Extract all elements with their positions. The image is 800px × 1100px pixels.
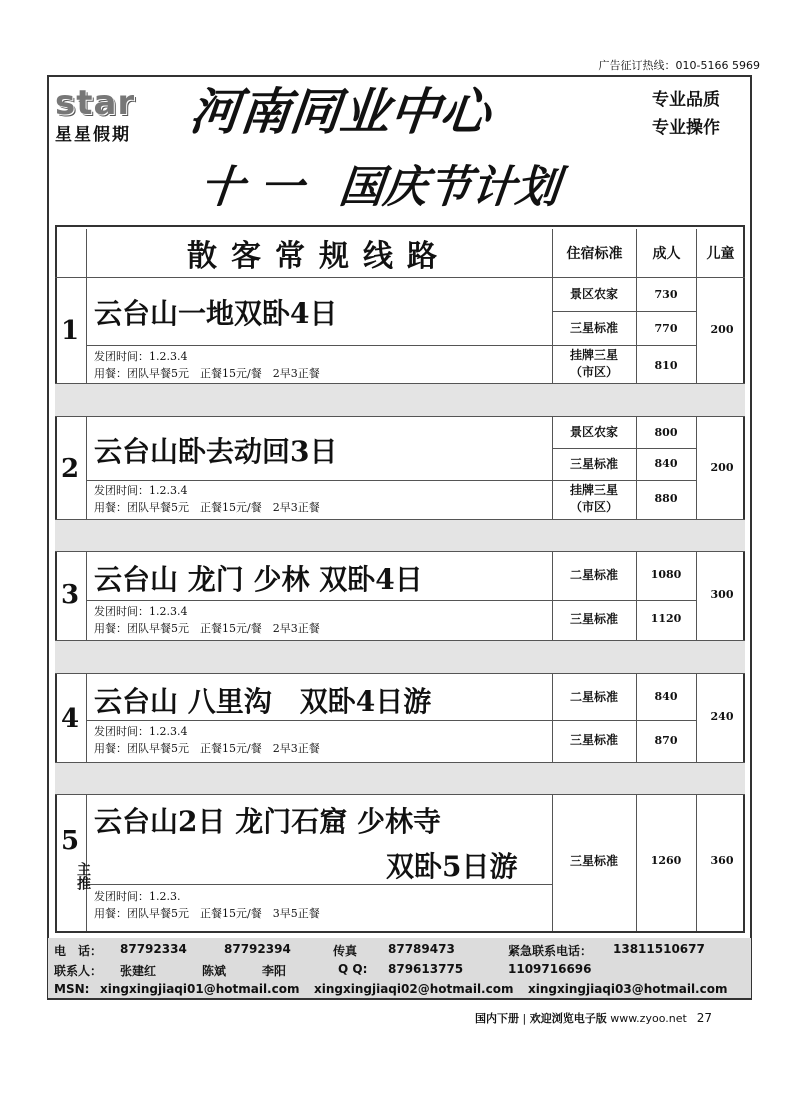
msn-2[interactable]: xingxingjiaqi02@hotmail.com	[314, 982, 514, 996]
adult-price: 1120	[650, 612, 682, 625]
adult-price: 840	[654, 690, 678, 703]
route-name: 云台山卧去动回3日	[94, 435, 338, 468]
footer-site[interactable]: www.zyoo.net	[610, 1012, 687, 1025]
plan-title-b: 国庆节计划	[336, 162, 563, 213]
stay-standard: 挂牌三星	[569, 483, 618, 497]
route-number: 2	[60, 454, 80, 484]
stay-standard: 三星标准	[569, 612, 618, 626]
route-number: 4	[60, 704, 80, 734]
plan-title	[197, 158, 563, 218]
child-price: 200	[710, 323, 734, 336]
separator	[55, 640, 745, 673]
child-price: 200	[710, 461, 734, 474]
route-info	[94, 888, 320, 922]
adult-price: 840	[654, 457, 678, 470]
adult-price: 810	[654, 359, 678, 372]
child-price: 300	[710, 588, 734, 601]
contact-person: 张建红	[120, 964, 157, 978]
child-price: 360	[710, 854, 734, 867]
depart-time: 发团时间：1.2.3.4	[94, 725, 188, 738]
route-name: 云台山 八里沟 双卧4日游	[94, 685, 432, 718]
page-number: 27	[696, 1011, 713, 1025]
meal-info: 用餐：团队早餐5元 正餐15元/餐 2早3正餐	[94, 622, 320, 635]
depart-time: 发团时间：1.2.3.4	[94, 605, 188, 618]
brand-logo	[55, 83, 173, 145]
emergency-number: 13811510677	[613, 942, 705, 956]
footer-invite: 欢迎浏览电子版	[529, 1012, 607, 1025]
logo-wordmark: star	[55, 83, 136, 123]
phone-label: 电 话：	[54, 944, 103, 958]
featured-tag: 主推	[75, 862, 91, 890]
footer-section: 国内下册	[475, 1012, 519, 1025]
stay-standard: 三星标准	[569, 733, 618, 747]
adult-price: 800	[654, 426, 678, 439]
adult-price: 770	[654, 322, 678, 335]
route-info	[94, 723, 320, 757]
phone-1: 87792334	[120, 942, 187, 956]
route-name: 云台山2日 龙门石窟 少林寺	[94, 805, 441, 838]
child-price: 240	[710, 710, 734, 723]
slogan	[652, 86, 720, 142]
contact-person: 陈斌	[202, 964, 227, 978]
stay-standard: 挂牌三星	[569, 348, 618, 362]
phone-2: 87792394	[224, 942, 291, 956]
header-route: 散客常规线路	[187, 239, 451, 274]
stay-standard: 景区农家	[569, 425, 618, 439]
stay-standard: 二星标准	[569, 690, 618, 704]
route-name-line-2: 双卧5日游	[386, 850, 518, 883]
qq-1: 879613775	[388, 962, 464, 976]
depart-time: 发团时间：1.2.3.4	[94, 350, 188, 363]
route-name: 云台山一地双卧4日	[94, 297, 338, 330]
slogan-line-2: 专业操作	[652, 118, 720, 138]
meal-info: 用餐：团队早餐5元 正餐15元/餐 2早3正餐	[94, 742, 320, 755]
page-title: 河南同业中心	[186, 82, 494, 141]
adult-price: 730	[654, 288, 678, 301]
route-number: 3	[60, 580, 80, 610]
contact-panel	[48, 938, 751, 998]
ad-hotline: 广告征订热线：010-5166 5969	[598, 59, 760, 72]
meal-info: 用餐：团队早餐5元 正餐15元/餐 2早3正餐	[94, 501, 320, 514]
fax-number: 87789473	[388, 942, 455, 956]
route-number: 5	[60, 826, 80, 856]
stay-standard-note: （市区）	[569, 365, 618, 379]
adult-price: 1260	[650, 854, 682, 867]
meal-info: 用餐：团队早餐5元 正餐15元/餐 2早3正餐	[94, 367, 320, 380]
logo-subtitle: 星星假期	[55, 125, 131, 145]
separator	[55, 383, 745, 416]
meal-info: 用餐：团队早餐5元 正餐15元/餐 3早5正餐	[94, 907, 320, 920]
stay-standard-note: （市区）	[569, 500, 618, 514]
adult-price: 870	[654, 734, 678, 747]
route-info	[94, 348, 320, 382]
header-adult: 成人	[636, 229, 696, 277]
route-name: 云台山 龙门 少林 双卧4日	[94, 563, 423, 596]
stay-standard: 三星标准	[569, 457, 618, 471]
route-info	[94, 603, 320, 637]
qq-2: 1109716696	[508, 962, 592, 976]
stay-standard: 三星标准	[569, 854, 618, 868]
depart-time: 发团时间：1.2.3.	[94, 890, 181, 903]
header-child: 儿童	[696, 229, 744, 277]
adult-price: 1080	[650, 568, 682, 581]
slogan-line-1: 专业品质	[652, 90, 720, 110]
plan-title-a: 十 一	[197, 162, 307, 213]
header-stay: 住宿标准	[552, 229, 636, 277]
msn-label: MSN:	[54, 982, 90, 996]
contact-person: 李阳	[262, 964, 287, 978]
msn-1[interactable]: xingxingjiaqi01@hotmail.com	[100, 982, 300, 996]
adult-price: 880	[654, 492, 678, 505]
separator	[55, 519, 745, 551]
stay-standard: 二星标准	[569, 568, 618, 582]
route-info	[94, 482, 320, 516]
msn-3[interactable]: xingxingjiaqi03@hotmail.com	[528, 982, 728, 996]
qq-label: Q Q:	[338, 962, 368, 976]
separator	[55, 762, 745, 794]
contacts-label: 联系人：	[54, 964, 103, 978]
route-number: 1	[60, 316, 80, 346]
fax-label: 传真	[333, 944, 358, 958]
depart-time: 发团时间：1.2.3.4	[94, 484, 188, 497]
emergency-label: 紧急联系电话：	[508, 944, 593, 958]
stay-standard: 三星标准	[569, 321, 618, 335]
stay-standard: 景区农家	[569, 287, 618, 301]
page-footer: 国内下册 | 欢迎浏览电子版 www.zyoo.net 27	[475, 1011, 713, 1025]
